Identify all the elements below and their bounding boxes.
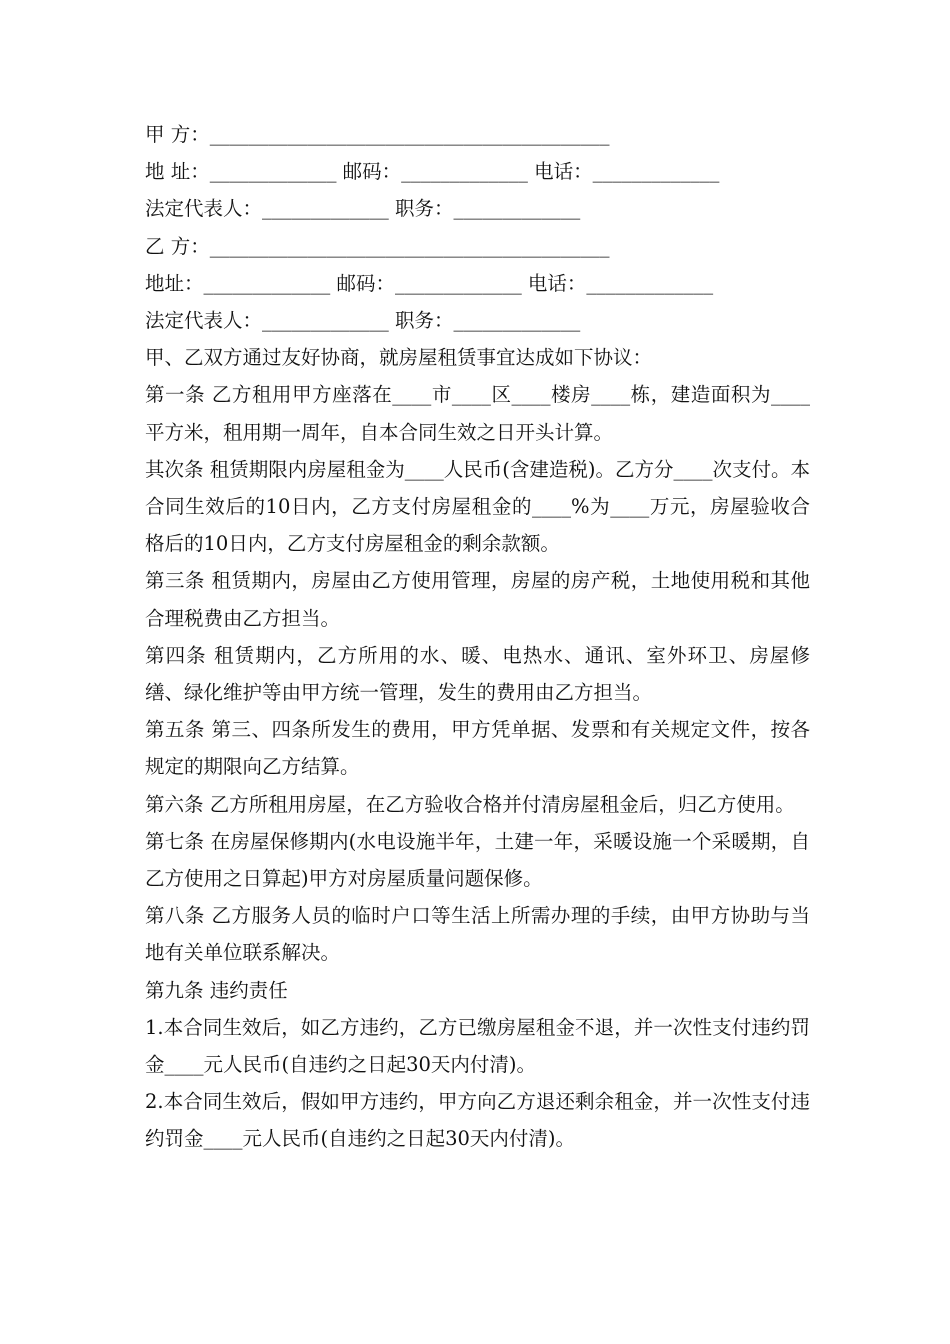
clause-2: 其次条 租赁期限内房屋租金为____人民币(含建造税)。乙方分____次支付。本合同生效后的10日内，乙方支付房屋租金的____%为____万元，房屋验收合格后的10日内，乙方支付房屋租金的剩余款额。 <box>145 457 810 556</box>
clause-9-item-2: 2.本合同生效后，假如甲方违约，甲方向乙方退还剩余租金，并一次性支付违约罚金____元人民币(自违约之日起30天内付清)。 <box>145 1090 810 1151</box>
party-b-line: 乙 方：_________________________________________ <box>145 234 610 258</box>
clause-1: 第一条 乙方租用甲方座落在____市____区____楼房____栋，建造面积为____平方米，租用期一周年，自本合同生效之日开头计算。 <box>145 383 810 444</box>
party-a-line: 甲 方：_________________________________________ <box>145 123 610 146</box>
party-b-representative-line: 法定代表人：_____________ 职务：_____________ <box>145 308 581 332</box>
contract-page <box>145 116 810 1158</box>
party-b-address-line: 地址：_____________ 邮码：_____________ 电话：_____________ <box>145 271 714 295</box>
intro-paragraph: 甲、乙双方通过友好协商，就房屋租赁事宜达成如下协议： <box>145 346 653 370</box>
clause-4: 第四条 租赁期内，乙方所用的水、暖、电热水、通讯、室外环卫、房屋修缮、绿化维护等由甲方统一管理，发生的费用由乙方担当。 <box>145 643 810 704</box>
clause-7: 第七条 在房屋保修期内(水电设施半年，土建一年，采暖设施一个采暖期，自乙方使用之日算起)甲方对房屋质量问题保修。 <box>145 829 810 890</box>
clause-8: 第八条 乙方服务人员的临时户口等生活上所需办理的手续，由甲方协助与当地有关单位联系解决。 <box>145 904 810 965</box>
clause-3: 第三条 租赁期内，房屋由乙方使用管理，房屋的房产税，土地使用税和其他合理税费由乙方担当。 <box>145 569 810 630</box>
party-a-address-line: 地 址：_____________ 邮码：_____________ 电话：_____________ <box>145 160 720 184</box>
clause-9-title: 第九条 违约责任 <box>145 978 288 1002</box>
clause-6: 第六条 乙方所租用房屋，在乙方验收合格并付清房屋租金后，归乙方使用。 <box>145 792 795 816</box>
party-a-representative-line: 法定代表人：_____________ 职务：_____________ <box>145 197 581 221</box>
clause-9-item-1: 1.本合同生效后，如乙方违约，乙方已缴房屋租金不退，并一次性支付违约罚金____元人民币(自违约之日起30天内付清)。 <box>145 1015 810 1076</box>
clause-5: 第五条 第三、四条所发生的费用，甲方凭单据、发票和有关规定文件，按各规定的期限向乙方结算。 <box>145 718 810 779</box>
